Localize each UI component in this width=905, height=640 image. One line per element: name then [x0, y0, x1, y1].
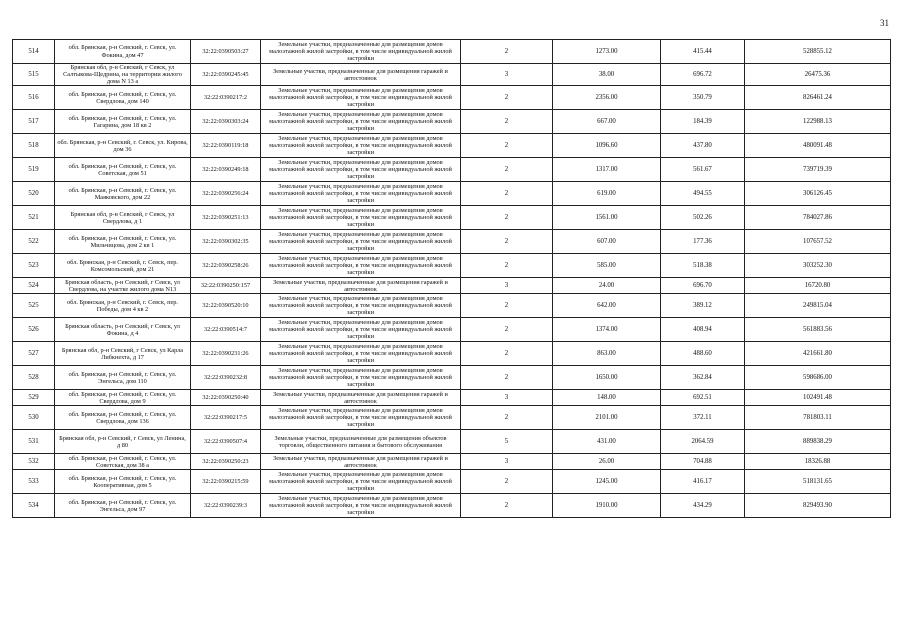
address-cell: обл. Брянская, р-н Севский, г. Севск, пер. Победы, дом 4 кв 2 [55, 294, 191, 318]
specific-value-cell: 362.84 [661, 366, 745, 390]
category-cell: 2 [461, 110, 553, 134]
address-cell: обл. Брянская, р-н Севский, г. Севск, ул. Мильчицова, дом 2 кв 1 [55, 230, 191, 254]
table-row [13, 86, 891, 110]
category-cell: 2 [461, 86, 553, 110]
cadastral-number-cell: 32:22:0390239:3 [191, 494, 261, 518]
row-number: 521 [13, 206, 55, 230]
row-number: 529 [13, 390, 55, 406]
row-number: 516 [13, 86, 55, 110]
category-cell: 2 [461, 206, 553, 230]
category-cell: 2 [461, 366, 553, 390]
specific-value-cell: 2064.59 [661, 430, 745, 454]
table-row [13, 318, 891, 342]
address-cell: обл. Брянская, р-н Севский, г. Севск, ул. Свердлова, дом 140 [55, 86, 191, 110]
row-number: 533 [13, 470, 55, 494]
specific-value-cell: 692.51 [661, 390, 745, 406]
category-cell: 2 [461, 134, 553, 158]
table-row [13, 110, 891, 134]
address-cell: Брянская обл, р-н Севский, г Севск, ул Ленина, д 80 [55, 430, 191, 454]
table-row [13, 206, 891, 230]
land-use-cell: Земельные участки, предназначенные для размещения домов малоэтажной жилой застройки, в том числе индивидуальной жилой застройки [261, 182, 461, 206]
land-use-cell: Земельные участки, предназначенные для размещения домов малоэтажной жилой застройки, в том числе индивидуальной жилой застройки [261, 206, 461, 230]
cadastral-value-cell: 480091.48 [745, 134, 891, 158]
cadastral-value-cell: 829493.90 [745, 494, 891, 518]
address-cell: обл. Брянская, р-н Севский, г. Севск, пер. Комсомольский, дом 21 [55, 254, 191, 278]
area-cell: 642.00 [553, 294, 661, 318]
category-cell: 2 [461, 230, 553, 254]
cadastral-value-cell: 518131.65 [745, 470, 891, 494]
area-cell: 2356.00 [553, 86, 661, 110]
row-number: 519 [13, 158, 55, 182]
category-cell: 2 [461, 40, 553, 64]
table-row [13, 470, 891, 494]
address-cell: Брянская область, р-н Севский, г Севск, ул Фокина, д 4 [55, 318, 191, 342]
cadastral-number-cell: 32:22:0390231:26 [191, 342, 261, 366]
cadastral-number-cell: 32:22:0390520:10 [191, 294, 261, 318]
category-cell: 3 [461, 64, 553, 86]
land-use-cell: Земельные участки, предназначенные для размещения гаражей и автостоянок [261, 390, 461, 406]
land-use-cell: Земельные участки, предназначенные для размещения гаражей и автостоянок [261, 278, 461, 294]
cadastral-value-cell: 306126.45 [745, 182, 891, 206]
land-use-cell: Земельные участки, предназначенные для размещения домов малоэтажной жилой застройки, в том числе индивидуальной жилой застройки [261, 158, 461, 182]
category-cell: 2 [461, 254, 553, 278]
area-cell: 1317.00 [553, 158, 661, 182]
cadastral-number-cell: 32:22:0390507:4 [191, 430, 261, 454]
area-cell: 607.00 [553, 230, 661, 254]
area-cell: 863.00 [553, 342, 661, 366]
cadastral-value-cell: 107657.52 [745, 230, 891, 254]
row-number: 515 [13, 64, 55, 86]
area-cell: 148.00 [553, 390, 661, 406]
cadastral-value-cell: 781803.11 [745, 406, 891, 430]
cadastral-value-cell: 528855.12 [745, 40, 891, 64]
cadastral-value-cell: 16720.80 [745, 278, 891, 294]
specific-value-cell: 502.26 [661, 206, 745, 230]
table-row [13, 342, 891, 366]
cadastral-value-cell: 739719.39 [745, 158, 891, 182]
cadastral-number-cell: 32:22:0390119:18 [191, 134, 261, 158]
table-row [13, 64, 891, 86]
land-use-cell: Земельные участки, предназначенные для размещения домов малоэтажной жилой застройки, в том числе индивидуальной жилой застройки [261, 254, 461, 278]
category-cell: 2 [461, 182, 553, 206]
area-cell: 1561.00 [553, 206, 661, 230]
row-number: 525 [13, 294, 55, 318]
land-use-cell: Земельные участки, предназначенные для размещения домов малоэтажной жилой застройки, в том числе индивидуальной жилой застройки [261, 110, 461, 134]
table-row [13, 406, 891, 430]
specific-value-cell: 184.39 [661, 110, 745, 134]
cadastral-number-cell: 32:22:0390215:59 [191, 470, 261, 494]
cadastral-value-cell: 303252.30 [745, 254, 891, 278]
cadastral-value-cell: 102491.48 [745, 390, 891, 406]
cadastral-number-cell: 32:22:0390514:7 [191, 318, 261, 342]
address-cell: обл. Брянская, р-н Севский, г. Севск, ул. Гагарина, дом 18 кв 2 [55, 110, 191, 134]
cadastral-number-cell: 32:22:0390303:24 [191, 110, 261, 134]
table-row [13, 390, 891, 406]
cadastral-value-cell: 598686.00 [745, 366, 891, 390]
area-cell: 1374.00 [553, 318, 661, 342]
category-cell: 2 [461, 318, 553, 342]
specific-value-cell: 389.12 [661, 294, 745, 318]
table-row [13, 230, 891, 254]
area-cell: 1245.00 [553, 470, 661, 494]
category-cell: 3 [461, 390, 553, 406]
specific-value-cell: 704.88 [661, 454, 745, 470]
cadastral-number-cell: 32:22:0390250:157 [191, 278, 261, 294]
specific-value-cell: 494.55 [661, 182, 745, 206]
cadastral-value-cell: 784027.86 [745, 206, 891, 230]
category-cell: 2 [461, 294, 553, 318]
specific-value-cell: 488.60 [661, 342, 745, 366]
specific-value-cell: 415.44 [661, 40, 745, 64]
address-cell: обл. Брянская, р-н Севский, г. Севск, ул. Свердлова, дом 9 [55, 390, 191, 406]
cadastral-value-cell: 249815.04 [745, 294, 891, 318]
specific-value-cell: 350.79 [661, 86, 745, 110]
row-number: 530 [13, 406, 55, 430]
land-use-cell: Земельные участки, предназначенные для размещения гаражей и автостоянок [261, 454, 461, 470]
table-row [13, 254, 891, 278]
specific-value-cell: 434.29 [661, 494, 745, 518]
area-cell: 619.00 [553, 182, 661, 206]
cadastral-value-cell: 421661.80 [745, 342, 891, 366]
cadastral-number-cell: 32:22:0390251:13 [191, 206, 261, 230]
cadastral-number-cell: 32:22:0390217:5 [191, 406, 261, 430]
address-cell: обл. Брянская, р-н Севский, г. Севск, ул. Маяковского, дом 22 [55, 182, 191, 206]
land-use-cell: Земельные участки, предназначенные для размещения домов малоэтажной жилой застройки, в том числе индивидуальной жилой застройки [261, 470, 461, 494]
address-cell: Брянская обл, р-н Севский, г Севск, ул Карла Либкнехта, д 17 [55, 342, 191, 366]
table-row [13, 294, 891, 318]
cadastral-number-cell: 32:22:0390503:27 [191, 40, 261, 64]
cadastral-value-cell: 826461.24 [745, 86, 891, 110]
cadastral-number-cell: 32:22:0390302:35 [191, 230, 261, 254]
row-number: 520 [13, 182, 55, 206]
row-number: 526 [13, 318, 55, 342]
address-cell: обл. Брянская, р-н Севский, г. Севск, ул. Кооперативная, дом 5 [55, 470, 191, 494]
category-cell: 3 [461, 454, 553, 470]
area-cell: 1273.00 [553, 40, 661, 64]
specific-value-cell: 696.72 [661, 64, 745, 86]
land-use-cell: Земельные участки, предназначенные для размещения домов малоэтажной жилой застройки, в том числе индивидуальной жилой застройки [261, 494, 461, 518]
cadastral-number-cell: 32:22:0390250:23 [191, 454, 261, 470]
cadastral-number-cell: 32:22:0390256:24 [191, 182, 261, 206]
row-number: 514 [13, 40, 55, 64]
table-row [13, 454, 891, 470]
specific-value-cell: 177.36 [661, 230, 745, 254]
address-cell: обл. Брянская, р-н Севский, г. Севск, ул. Энгельса, дом 97 [55, 494, 191, 518]
table-row [13, 430, 891, 454]
table-row [13, 134, 891, 158]
land-use-cell: Земельные участки, предназначенные для размещения домов малоэтажной жилой застройки, в том числе индивидуальной жилой застройки [261, 230, 461, 254]
address-cell: Брянская обл, р-н Севский, г Севск, ул Салтыкова-Щедрина, на территории жилого дома N 13 а [55, 64, 191, 86]
area-cell: 667.00 [553, 110, 661, 134]
specific-value-cell: 437.80 [661, 134, 745, 158]
table-row [13, 366, 891, 390]
cadastral-value-table [12, 39, 891, 518]
cadastral-value-cell: 26475.36 [745, 64, 891, 86]
row-number: 532 [13, 454, 55, 470]
address-cell: Брянская обл, р-н Севский, г Севск, ул Свердлова, д 1 [55, 206, 191, 230]
row-number: 522 [13, 230, 55, 254]
area-cell: 431.00 [553, 430, 661, 454]
row-number: 534 [13, 494, 55, 518]
address-cell: обл. Брянская, р-н Севский, г. Севск, ул. Советская, дом 51 [55, 158, 191, 182]
row-number: 517 [13, 110, 55, 134]
specific-value-cell: 416.17 [661, 470, 745, 494]
area-cell: 24.00 [553, 278, 661, 294]
cadastral-value-cell: 889838.29 [745, 430, 891, 454]
land-use-cell: Земельные участки, предназначенные для размещения домов малоэтажной жилой застройки, в том числе индивидуальной жилой застройки [261, 86, 461, 110]
land-use-cell: Земельные участки, предназначенные для размещения домов малоэтажной жилой застройки, в том числе индивидуальной жилой застройки [261, 318, 461, 342]
cadastral-value-cell: 18326.88 [745, 454, 891, 470]
address-cell: обл. Брянская, р-н Севский, г. Севск, ул. Свердлова, дом 136 [55, 406, 191, 430]
land-use-cell: Земельные участки, предназначенные для размещения домов малоэтажной жилой застройки, в том числе индивидуальной жилой застройки [261, 40, 461, 64]
area-cell: 1650.00 [553, 366, 661, 390]
land-use-cell: Земельные участки, предназначенные для размещения домов малоэтажной жилой застройки, в том числе индивидуальной жилой застройки [261, 294, 461, 318]
address-cell: обл. Брянская, р-н Севский, г. Севск, ул. Фокина, дом 47 [55, 40, 191, 64]
cadastral-number-cell: 32:22:0390258:26 [191, 254, 261, 278]
category-cell: 2 [461, 342, 553, 366]
area-cell: 38.00 [553, 64, 661, 86]
row-number: 524 [13, 278, 55, 294]
row-number: 523 [13, 254, 55, 278]
specific-value-cell: 696.70 [661, 278, 745, 294]
row-number: 528 [13, 366, 55, 390]
specific-value-cell: 372.11 [661, 406, 745, 430]
address-cell: Брянская область, р-н Севский, г Севск, ул Свердлова, на участке жилого дома N13 [55, 278, 191, 294]
category-cell: 2 [461, 470, 553, 494]
table-row [13, 158, 891, 182]
specific-value-cell: 408.94 [661, 318, 745, 342]
land-use-cell: Земельные участки, предназначенные для размещения домов малоэтажной жилой застройки, в том числе индивидуальной жилой застройки [261, 342, 461, 366]
row-number: 527 [13, 342, 55, 366]
area-cell: 2101.00 [553, 406, 661, 430]
cadastral-number-cell: 32:22:0390245:45 [191, 64, 261, 86]
cadastral-number-cell: 32:22:0390250:40 [191, 390, 261, 406]
cadastral-number-cell: 32:22:0390232:8 [191, 366, 261, 390]
address-cell: обл. Брянская, р-н Севский, г. Севск, ул. Энгельса, дом 110 [55, 366, 191, 390]
land-use-cell: Земельные участки, предназначенные для размещения домов малоэтажной жилой застройки, в том числе индивидуальной жилой застройки [261, 406, 461, 430]
land-use-cell: Земельные участки, предназначенные для размещения домов малоэтажной жилой застройки, в том числе индивидуальной жилой застройки [261, 134, 461, 158]
cadastral-value-cell: 561883.56 [745, 318, 891, 342]
area-cell: 26.00 [553, 454, 661, 470]
table-row [13, 278, 891, 294]
land-use-cell: Земельные участки, предназначенные для размещения домов малоэтажной жилой застройки, в том числе индивидуальной жилой застройки [261, 366, 461, 390]
area-cell: 585.00 [553, 254, 661, 278]
cadastral-number-cell: 32:22:0390249:18 [191, 158, 261, 182]
category-cell: 5 [461, 430, 553, 454]
table-row [13, 40, 891, 64]
table-row [13, 494, 891, 518]
category-cell: 3 [461, 278, 553, 294]
row-number: 518 [13, 134, 55, 158]
category-cell: 2 [461, 494, 553, 518]
area-cell: 1910.00 [553, 494, 661, 518]
category-cell: 2 [461, 406, 553, 430]
land-use-cell: Земельные участки, предназначенные для размещения объектов торговли, общественного питания и бытового обслуживания [261, 430, 461, 454]
address-cell: обл. Брянская, р-н Севский, г. Севск, ул. Советская, дом 38 а [55, 454, 191, 470]
category-cell: 2 [461, 158, 553, 182]
table-row [13, 182, 891, 206]
land-use-cell: Земельные участки, предназначенные для размещения гаражей и автостоянок [261, 64, 461, 86]
area-cell: 1096.60 [553, 134, 661, 158]
cadastral-value-cell: 122988.13 [745, 110, 891, 134]
specific-value-cell: 561.67 [661, 158, 745, 182]
cadastral-number-cell: 32:22:0390217:2 [191, 86, 261, 110]
address-cell: обл. Брянская, р-н Севский, г. Севск, ул. Кирова, дом 36 [55, 134, 191, 158]
specific-value-cell: 518.38 [661, 254, 745, 278]
row-number: 531 [13, 430, 55, 454]
page-number: 31 [880, 18, 889, 28]
